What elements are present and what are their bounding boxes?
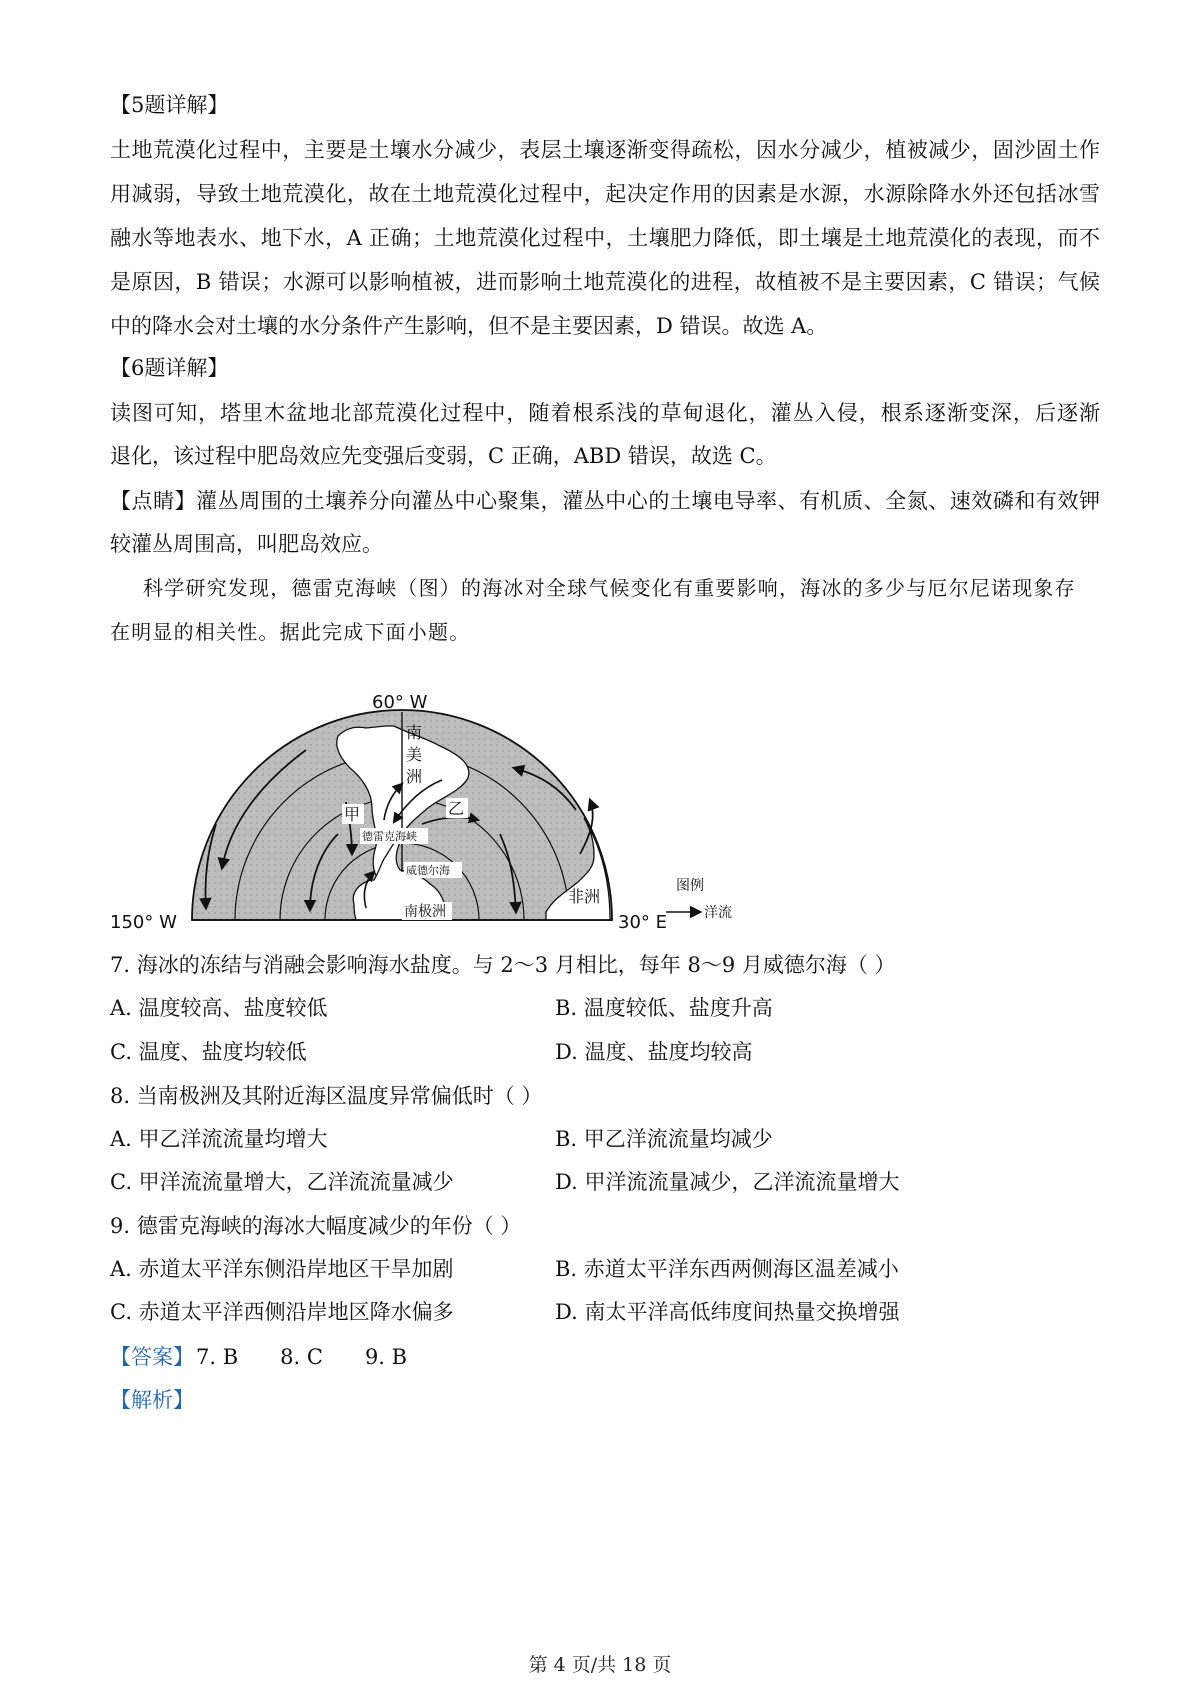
question-stem: 8. 当南极洲及其附近海区温度异常偏低时（ ） (110, 1084, 543, 1108)
option-a: A. 温度较高、盐度较低 (110, 996, 328, 1020)
answer-item: 7. B (196, 1345, 239, 1369)
label-150w: 150° W (110, 912, 177, 933)
q6-line: 读图可知，塔里木盆地北部荒漠化过程中，随着根系浅的草甸退化，灌丛入侵，根系逐渐变深，后逐渐 (110, 401, 1100, 425)
answer-label: 【答案】 (110, 1345, 194, 1369)
label-weddell-sea: 威德尔海 (406, 864, 450, 877)
q5-line: 用减弱，导致土地荒漠化，故在土地荒漠化过程中，起决定作用的因素是水源，水源除降水外还包括冰雪 (110, 182, 1100, 206)
option-d: D. 温度、盐度均较高 (555, 1040, 753, 1064)
label-south-america: 洲 (406, 767, 423, 786)
option-a: A. 甲乙洋流流量均增大 (110, 1127, 328, 1151)
answer-item: 9. B (364, 1345, 408, 1369)
answer-item: 8. C (280, 1345, 323, 1369)
option-b: B. 甲乙洋流流量均减少 (555, 1127, 773, 1151)
answer-line (110, 1342, 1100, 1372)
q5-line: 土地荒漠化过程中，主要是土壤水分减少，表层土壤逐渐变得疏松，因水分减少，植被减少，固沙固土作 (110, 138, 1100, 162)
option-c: C. 甲洋流流量增大，乙洋流流量减少 (110, 1170, 454, 1194)
option-d: D. 南太平洋高低纬度间热量交换增强 (555, 1300, 900, 1324)
q5-line: 是原因，B 错误；水源可以影响植被，进而影响土地荒漠化的进程，故植被不是主要因素，C 错误；气候 (110, 270, 1100, 294)
label-60w: 60° W (372, 692, 428, 713)
q5-line: 融水等地表水、地下水，A 正确；土地荒漠化过程中，土壤肥力降低，即土壤是土地荒漠化的表现，而不 (110, 226, 1100, 250)
label-south-america: 美 (406, 745, 423, 764)
intro-line: 科学研究发现，德雷克海峡（图）的海冰对全球气候变化有重要影响，海冰的多少与厄尔尼诺现象存 (143, 576, 1076, 600)
intro-line: 在明显的相关性。据此完成下面小题。 (110, 620, 471, 644)
label-current-jia: 甲 (344, 805, 361, 824)
page-footer: 第 4 页/共 18 页 (528, 1654, 672, 1676)
q6-header: 【6题详解】 (110, 356, 229, 380)
tip-line: 【点睛】灌丛周围的土壤养分向灌丛中心聚集，灌丛中心的土壤电导率、有机质、全氮、速效磷和有效钾 (110, 489, 1100, 513)
label-current-yi: 乙 (448, 799, 465, 818)
option-b: B. 温度较低、盐度升高 (555, 996, 773, 1020)
label-drake-passage: 德雷克海峡 (362, 830, 417, 843)
question-stem: 9. 德雷克海峡的海冰大幅度减少的年份（ ） (110, 1214, 522, 1238)
option-c: C. 赤道太平洋西侧沿岸地区降水偏多 (110, 1300, 454, 1324)
label-south-america: 南 (406, 723, 423, 742)
legend-current-label: 洋流 (704, 905, 732, 921)
q5-header: 【5题详解】 (110, 93, 229, 117)
tip-line: 较灌丛周围高，叫肥岛效应。 (110, 532, 383, 556)
label-africa: 非洲 (568, 887, 601, 906)
legend-title: 图例 (676, 878, 704, 894)
option-d: D. 甲洋流流量减少，乙洋流流量增大 (555, 1170, 900, 1194)
label-30e: 30° E (618, 912, 667, 933)
option-b: B. 赤道太平洋东西两侧海区温差减小 (555, 1257, 899, 1281)
q5-line: 中的降水会对土壤的水分条件产生影响，但不是主要因素，D 错误。故选 A。 (110, 314, 828, 338)
option-a: A. 赤道太平洋东侧沿岸地区干旱加剧 (110, 1257, 454, 1281)
question-stem: 7. 海冰的冻结与消融会影响海水盐度。与 2～3 月相比，每年 8～9 月威德尔海（ ） (110, 953, 896, 977)
option-c: C. 温度、盐度均较低 (110, 1040, 307, 1064)
label-antarctica: 南极洲 (404, 904, 446, 920)
q6-line: 退化，该过程中肥岛效应先变强后变弱，C 正确，ABD 错误，故选 C。 (110, 444, 777, 468)
analysis-label: 【解析】 (110, 1388, 194, 1412)
